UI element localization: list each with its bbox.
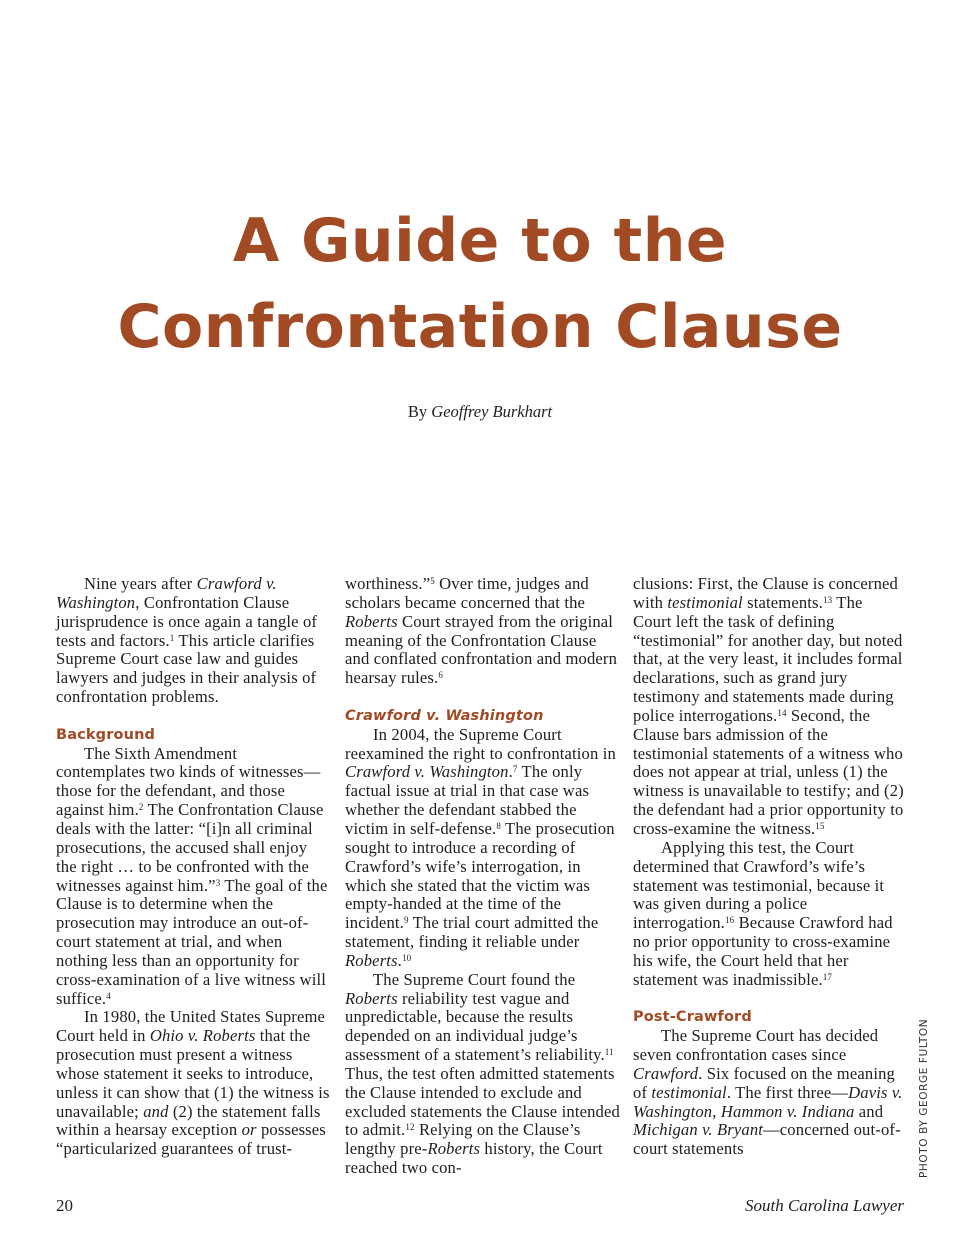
section-heading-crawford: Crawford v. Washington <box>345 707 544 724</box>
article-title <box>0 198 960 370</box>
column-3 <box>633 575 905 1159</box>
section-heading-post-crawford: Post-Crawford <box>633 1009 752 1026</box>
column-2 <box>345 575 621 1178</box>
body-paragraph: In 1980, the United States Supreme Court held in Ohio v. Roberts that the prosecution must present a witness whose statement it seeks to introduce, unless it can show that (1) the witness is unavailable; and (2) the statement falls within a hearsay exception or possesses “particularized guarantees of trust- <box>56 1007 330 1159</box>
title-line-1: A Guide to the <box>232 206 728 276</box>
byline <box>0 402 960 422</box>
section-heading-background: Background <box>56 726 156 743</box>
title-line-2: Confrontation Clause <box>117 292 843 362</box>
body-paragraph: In 2004, the Supreme Court reexamined the right to confrontation in Crawford v. Washington.$^7$ The only factual issue at trial in that case was whether the defendant stabbed the victim in self-defense.$^8$ The prosecution sought to introduce a recording of Crawford’s wife’s interrogation, in which she stated that the victim was empty-handed at the time of the incident.$^9$ The trial court admitted the statement, finding it reliable under Roberts.$^{10}$ <box>345 724 616 970</box>
column-1 <box>56 575 330 1159</box>
body-paragraph: worthiness.”$^5$ Over time, judges and scholars became concerned that the Roberts Court strayed from the original meaning of the Confrontation Clause and conflated confrontation and modern hearsay rules.$^6$ <box>345 574 618 688</box>
body-paragraph: Nine years after Crawford v. Washington, Confrontation Clause jurisprudence is once again a tangle of tests and factors.$^1$ This article clarifies Supreme Court case law and guides lawyers and judges in their analysis of confrontation problems. <box>56 574 318 707</box>
publication-name: South Carolina Lawyer <box>745 1196 904 1215</box>
body-paragraph: The Supreme Court found the Roberts reliability test vague and unpredictable, because the results depended on an individual judge’s assessment of a statement’s reliability.$^{11}$ Thus, the test often admitted statements the Clause intended to exclude and excluded statements the Clause intended to admit.$^{12}$ Relying on the Clause’s lengthy pre-Roberts history, the Court reached two con- <box>345 969 620 1178</box>
byline-author: Geoffrey Burkhart <box>431 402 553 421</box>
byline-prefix: By <box>407 402 432 421</box>
body-paragraph: The Sixth Amendment contemplates two kinds of witnesses—those for the defendant, and those against him.$^2$ The Confrontation Clause deals with the latter: “[i]n all criminal prosecutions, the accused shall enjoy the right … to be confronted with the witnesses against him.”$^3$ The goal of the Clause is to determine when the prosecution may introduce an out-of-court statement at trial, and when nothing less than an opportunity for cross-examination of a live witness will suffice.$^4$ <box>56 743 328 1008</box>
body-paragraph: Applying this test, the Court determined that Crawford’s wife’s statement was testimonial, because it was given during a police interrogation.$^{16}$ Because Crawford had no prior opportunity to cross-examine his wife, the Court held that her statement was inadmissible.$^{17}$ <box>633 837 893 989</box>
photo-credit: PHOTO BY GEORGE FULTON <box>918 1018 930 1178</box>
page-number: 20 <box>56 1196 73 1215</box>
body-paragraph: The Supreme Court has decided seven confrontation cases since Crawford. Six focused on the meaning of testimonial. The first three—Davis v. Washington, Hammon v. Indiana and Michigan v. Bryant—concerned out-of-court statements <box>633 1026 903 1159</box>
body-paragraph: clusions: First, the Clause is concerned with testimonial statements.$^{13}$ The Court left the task of defining “testimonial” for another day, but noted that, at the very least, it includes formal declarations, such as grand jury testimony and statements made during police interrogations.$^{14}$ Second, the Clause bars admission of the testimonial statements of a witness who does not appear at trial, unless (1) the witness is unavailable to testify; and (2) the defendant had a prior opportunity to cross-examine the witness.$^{15}$ <box>633 574 904 838</box>
